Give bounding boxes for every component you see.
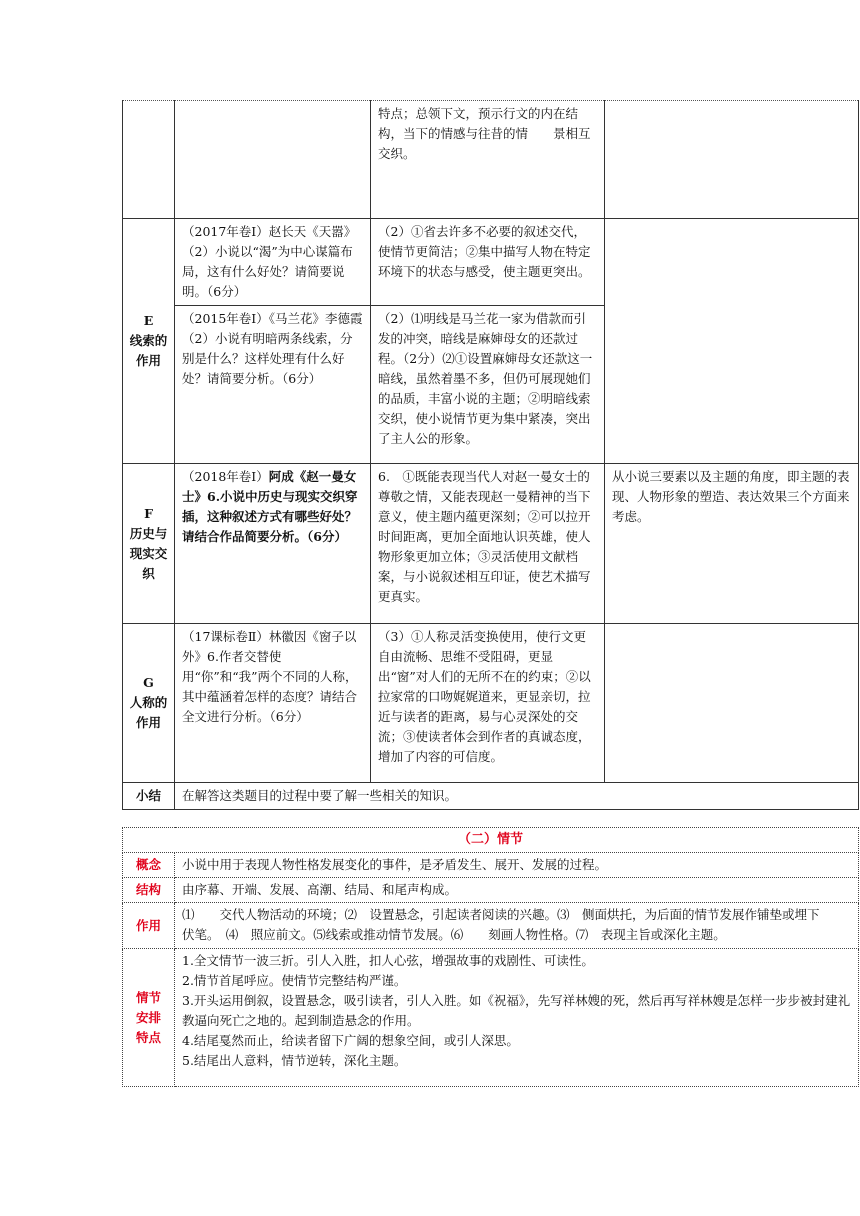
row-d-label xyxy=(123,101,175,219)
function-text: ⑴ 交代人物活动的环境；⑵ 设置悬念，引起读者阅读的兴趣。⑶ 侧面烘托，为后面的情节发展作铺垫或埋下 伏笔。 ⑷ 照应前文。⑸线索或推动情节发展。⑹ 刻画人物性格。⑺ 表现主旨或深化主题。 xyxy=(175,903,859,949)
list-item: 2.情节首尾呼应。使情节完整结构严谨。 xyxy=(182,973,407,988)
concept-label: 概念 xyxy=(123,853,175,878)
summary-label: 小结 xyxy=(123,783,175,810)
list-item: 3.开头运用倒叙，设置悬念，吸引读者，引人入胜。如《祝福》，先写祥林嫂的死，然后再写祥林嫂是怎样一步步被封建礼教逼向死亡之地的。起到制造悬念的作用。 xyxy=(182,993,851,1028)
row-e-note xyxy=(605,219,859,464)
plot-table xyxy=(122,827,859,1087)
summary-text: 在解答这类题目的过程中要了解一些相关的知识。 xyxy=(175,783,859,810)
row-e-label: E 线索的 作用 xyxy=(123,219,175,464)
plot-table-title: （二）情节 xyxy=(123,828,859,853)
concept-text: 小说中用于表现人物性格发展变化的事件，是矛盾发生、展开、发展的过程。 xyxy=(175,853,859,878)
row-g-question: （17课标卷Ⅱ）林徽因《窗子以外》6.作者交替使用“你”和“我”两个不同的人称，其中蕴涵着怎样的态度？请结合全文进行分析。（6分） xyxy=(175,624,371,783)
structure-label: 结构 xyxy=(123,878,175,903)
list-item: 4.结尾戛然而止，给读者留下广阔的想象空间，或引人深思。 xyxy=(182,1033,519,1048)
row-f-label: F 历史与 现实交 织 xyxy=(123,464,175,624)
row-g-note xyxy=(605,624,859,783)
row-f-note: 从小说三要素以及主题的角度，即主题的表现、人物形象的塑造、表达效果三个方面来考虑。 xyxy=(605,464,859,624)
row-d-question xyxy=(175,101,371,219)
answer-table xyxy=(122,100,859,810)
arrangement-list xyxy=(175,949,859,1087)
row-e-answer-2: （2）⑴明线是马兰花一家为借款而引发的冲突，暗线是麻婶母女的还款过程。（2分）⑵①设置麻婶母女还款这一暗线，虽然着墨不多，但仍可展现她们的品质，丰富小说的主题；②明暗线索交织，使小说情节更为集中紧凑，突出了主人公的形象。 xyxy=(371,306,605,464)
row-e-question-1: （2017年卷Ⅰ）赵长天《天嚣》（2）小说以“渴”为中心谋篇布局，这有什么好处？请简要说明。（6分） xyxy=(175,219,371,306)
row-g-label: G 人称的 作用 xyxy=(123,624,175,783)
row-e-answer-1: （2）①省去许多不必要的叙述交代，使情节更简洁；②集中描写人物在特定环境下的状态与感受，使主题更突出。 xyxy=(371,219,605,306)
row-e-question-2: （2015年卷Ⅰ）《马兰花》李德霞（2）小说有明暗两条线索，分别是什么？这样处理有什么好处？请简要分析。（6分） xyxy=(175,306,371,464)
row-f-question: （2018年卷Ⅰ）阿成《赵一曼女士》6.小说中历史与现实交织穿插，这种叙述方式有哪些好处？请结合作品简要分析。（6分） xyxy=(175,464,371,624)
list-item: 5.结尾出人意料，情节逆转，深化主题。 xyxy=(182,1053,407,1068)
row-g-answer: （3）①人称灵活变换使用，使行文更自由流畅、思维不受阻碍，更显出“窗”对人们的无所不在的约束；②以拉家常的口吻娓娓道来，更显亲切，拉近与读者的距离，易与心灵深处的交流；③使读者体会到作者的真诚态度，增加了内容的可信度。 xyxy=(371,624,605,783)
row-d-note xyxy=(605,101,859,219)
list-item: 1.全文情节一波三折。引人入胜，扣人心弦，增强故事的戏剧性、可读性。 xyxy=(182,953,594,968)
structure-text: 由序幕、开端、发展、高潮、结局、和尾声构成。 xyxy=(175,878,859,903)
row-f-answer: 6. ①既能表现当代人对赵一曼女士的尊敬之情，又能表现赵一曼精神的当下意义，使主题内蕴更深刻；②可以拉开时间距离，更加全面地认识英雄，使人物形象更加立体；③灵活使用文献档案，与小说叙述相互印证，使艺术描写更真实。 xyxy=(371,464,605,624)
function-label: 作用 xyxy=(123,903,175,949)
arrangement-label: 情节 安排 特点 xyxy=(123,949,175,1087)
row-d-answer: 特点；总领下文，预示行文的内在结构，当下的情感与往昔的情 景相互交织。 xyxy=(371,101,605,219)
